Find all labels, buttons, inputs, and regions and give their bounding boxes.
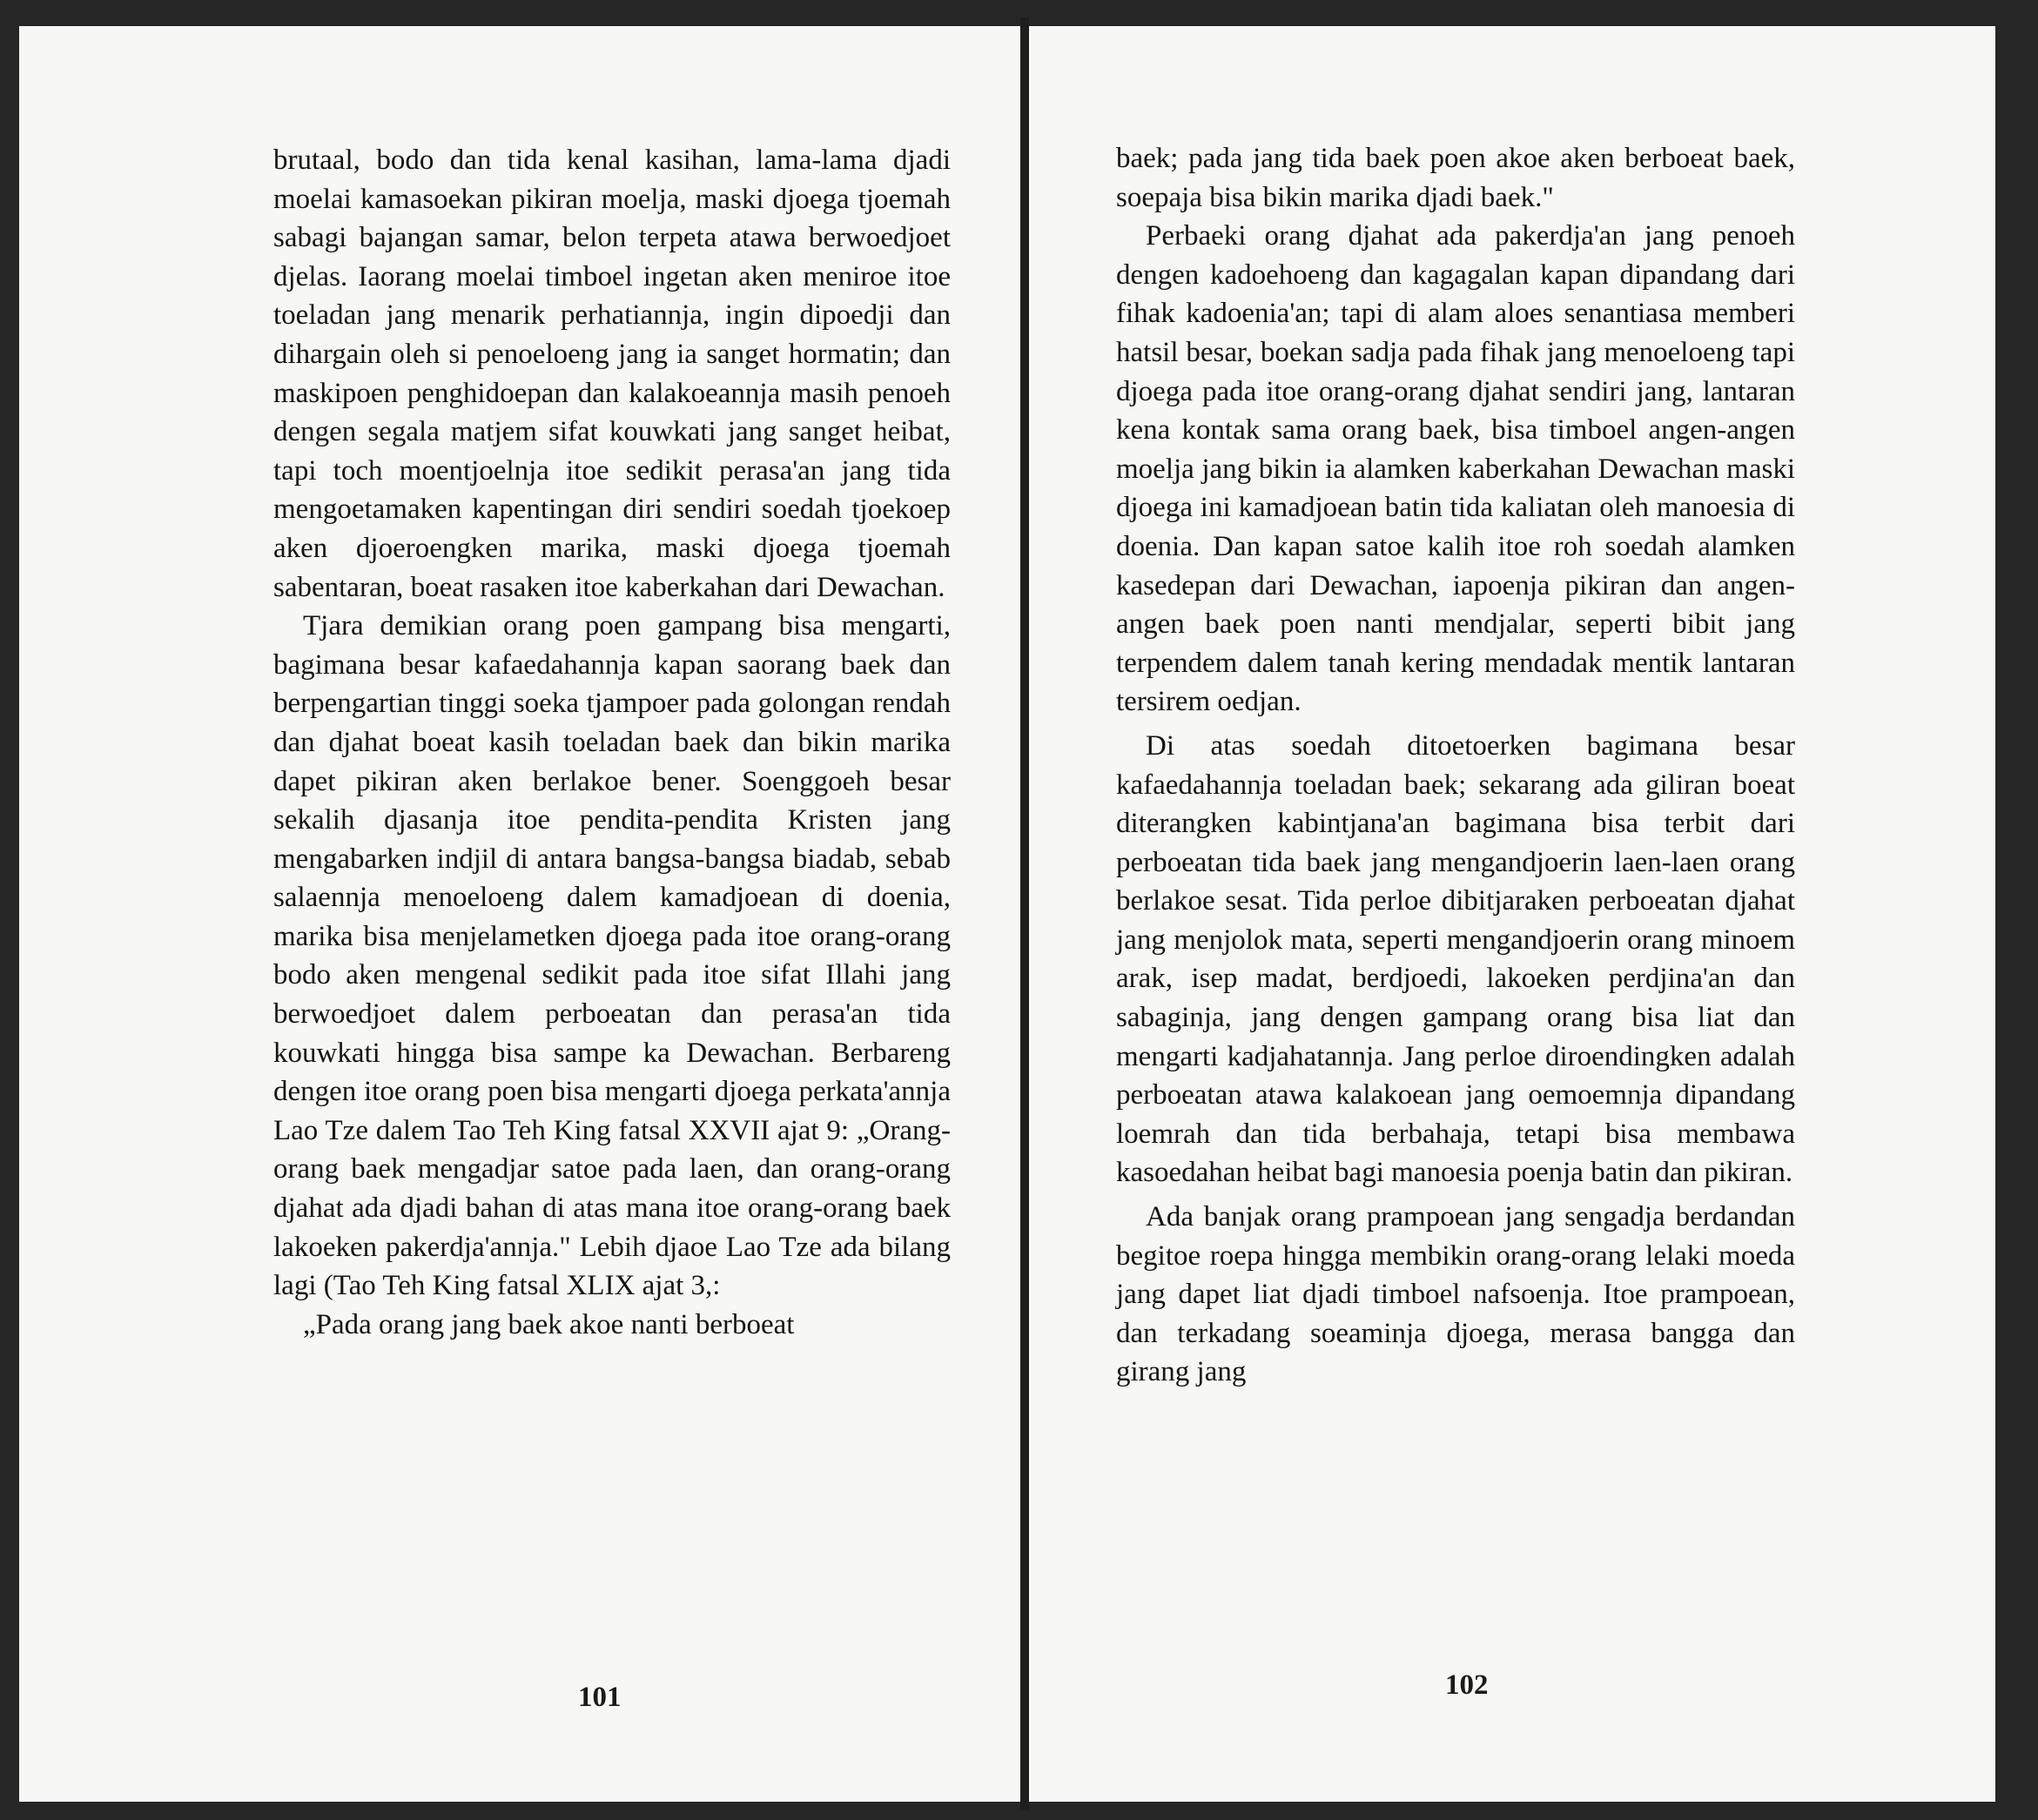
right-paragraph-3: Di atas soedah ditoetoerken bagimana besar kafaedahannja toeladan baek; sekarang ada giliran boeat diterangken kabintjana'an bagimana bisa terbit dari perboeatan tida baek jang mengandjoerin laen-laen orang berlakoe sesat. Tida perloe dibitjaraken perboeatan djahat jang menjolok mata, seperti mengandjoerin orang minoem arak, isep madat, berdjoedi, lakoeken perdjina'an dan sabaginja, jang dengen gampang orang bisa liat dan mengarti kadjahatannja. Jang perloe diroendingken adalah perboeatan atawa kalakoean jang oemoemnja dipandang loemrah dan tida berbahaja, tetapi bisa membawa kasoedahan heibat bagi manoesia poenja batin dan pikiran. [1116, 729, 1795, 1189]
left-page-number: 101 [578, 1682, 622, 1713]
right-page-number: 102 [1445, 1669, 1489, 1701]
right-paragraph-1: baek; pada jang tida baek poen akoe aken berboeat baek, soepaja bisa bikin marika djadi baek." [1116, 143, 1795, 213]
left-paragraph-1: brutaal, bodo dan tida kenal kasihan, lama-lama djadi moelai kamasoekan pikiran moelja, maski djoega tjoemah sabagi bajangan samar, belon terpeta atawa berwoedjoet djelas. Iaorang moelai timboel ingetan aken meniroe itoe toeladan jang menarik perhatiannja, ingin dipoedji dan dihargain oleh si penoeloeng jang ia sanget hormatin; dan maskipoen penghidoepan dan kalakoeannja masih penoeh dengen segala matjem sifat kouwkati jang sanget heibat, tapi toch moentjoelnja itoe sedikit perasa'an jang tida mengoetamaken kapentingan diri sendiri soedah tjoekoep aken djoeroengken marika, maski djoega tjoemah sabentaran, boeat rasaken itoe kaberkahan dari Dewachan. [273, 144, 951, 603]
book-gutter [1020, 17, 1029, 1810]
right-paragraph-2: Perbaeki orang djahat ada pakerdja'an jang penoeh dengen kadoehoeng dan kagagalan kapan dipandang dari fihak kadoenia'an; tapi di alam aloes senantiasa memberi hatsil besar, boekan sadja pada fihak jang menoeloeng tapi djoega pada itoe orang-orang djahat sendiri jang, lantaran kena kontak sama orang baek, bisa timboel angen-angen moelja jang bikin ia alamken kaberkahan Dewachan maski djoega ini kamadjoean batin tida kaliatan oleh manoesia di doenia. Dan kapan satoe kalih itoe roh soedah alamken kasedepan dari Dewachan, iapoenja pikiran dan angen-angen baek poen nanti mendjalar, seperti bibit jang terpendem dalem tanah kering mendadak mentik lantaran tersirem oedjan. [1116, 220, 1795, 718]
right-paragraph-4: Ada banjak orang prampoean jang sengadja berdandan begitoe roepa hingga membikin orang-orang lelaki moeda jang dapet liat djadi timboel nafsoenja. Itoe prampoean, dan terkadang soeaminja djoega, merasa bangga dan girang jang [1116, 1201, 1795, 1388]
right-page [1029, 26, 1995, 1802]
left-page-text [273, 141, 951, 1344]
right-page-text [1116, 139, 1795, 1392]
left-paragraph-3: „Pada orang jang baek akoe nanti berboeat [303, 1308, 795, 1340]
left-page [19, 26, 1020, 1802]
left-paragraph-2: Tjara demikian orang poen gampang bisa mengarti, bagimana besar kafaedahannja kapan saorang baek dan berpengartian tinggi soeka tjampoer pada golongan rendah dan djahat boeat kasih toeladan baek dan bikin marika dapet pikiran aken berlakoe bener. Soenggoeh besar sekalih djasanja itoe pendita-pendita Kristen jang mengabarken indjil di antara bangsa-bangsa biadab, sebab salaennja menoeloeng dalem kamadjoean di doenia, marika bisa menjelametken djoega pada itoe orang-orang bodo aken mengenal sedikit pada itoe sifat Illahi jang berwoedjoet dalem perboeatan dan perasa'an tida kouwkati hingga bisa sampe ka Dewachan. Berbareng dengen itoe orang poen bisa mengarti djoega perkata'annja Lao Tze dalem Tao Teh King fatsal XXVII ajat 9: „Orang-orang baek mengadjar satoe pada laen, dan orang-orang djahat ada djadi bahan di atas mana itoe orang-orang baek lakoeken pakerdja'annja." Lebih djaoe Lao Tze ada bilang lagi (Tao Teh King fatsal XLIX ajat 3,: [273, 610, 951, 1302]
